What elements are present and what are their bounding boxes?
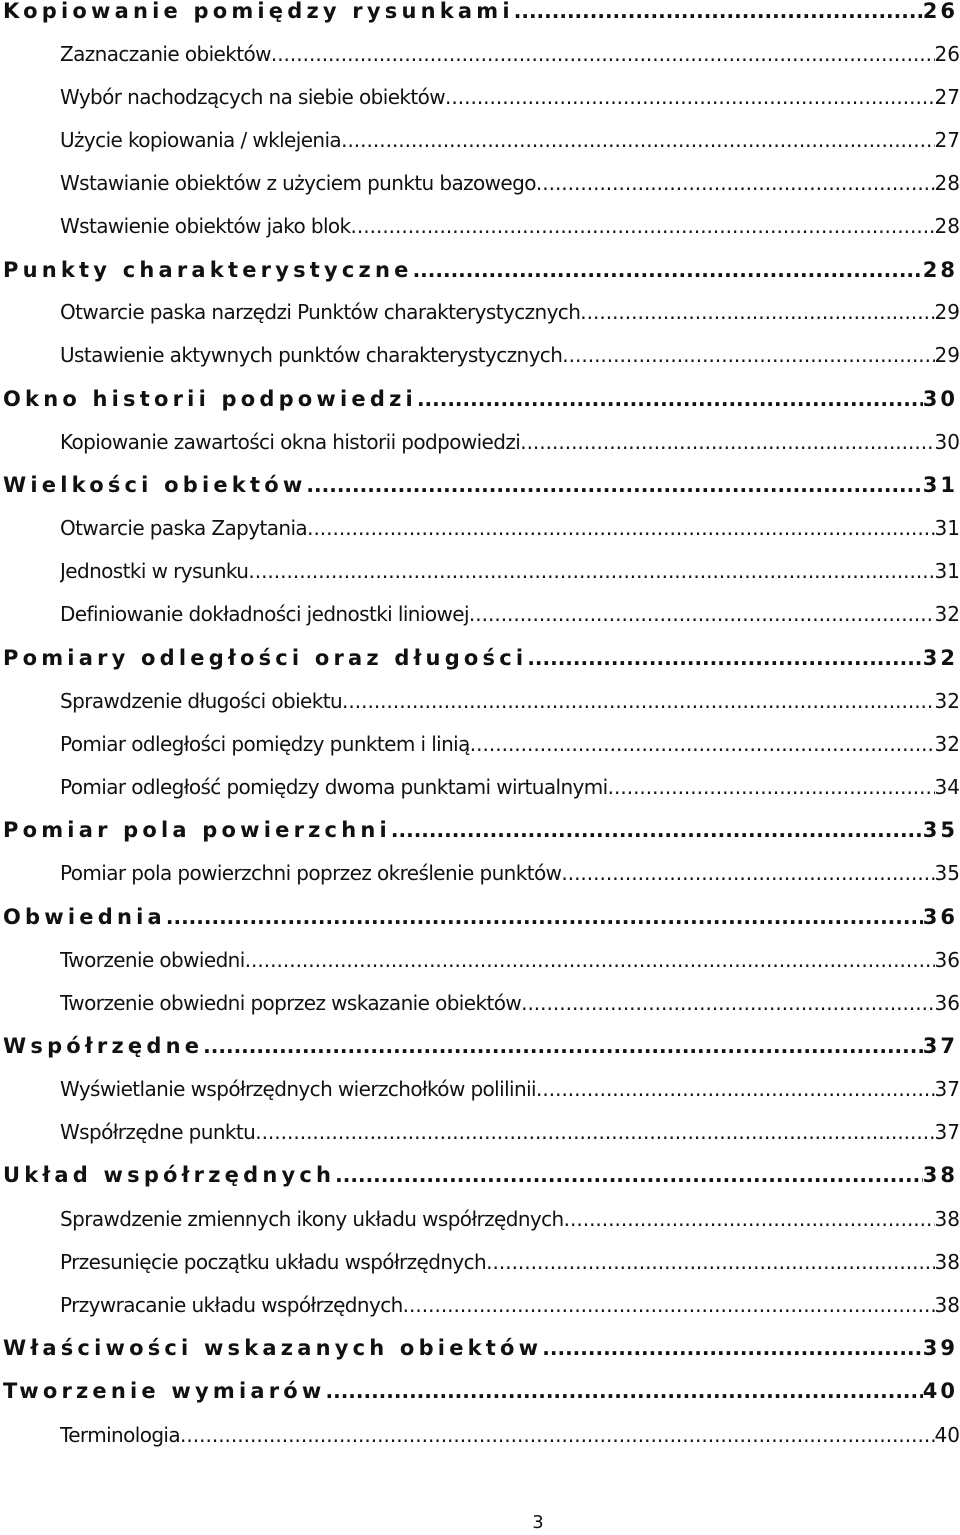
toc-entry-title: Przywracanie układu współrzędnych xyxy=(60,1293,403,1317)
toc-entry-title: Kopiowanie zawartości okna historii podpowiedzi xyxy=(60,430,521,454)
toc-entry-page: 29 xyxy=(934,300,960,324)
dot-leader xyxy=(527,643,922,673)
toc-section-row[interactable] xyxy=(60,729,960,759)
toc-entry-page: 37 xyxy=(934,1077,960,1101)
dot-leader xyxy=(536,1074,935,1104)
toc-entry-title: Tworzenie wymiarów xyxy=(3,1379,326,1403)
toc-chapter-row[interactable] xyxy=(3,0,958,26)
toc-entry-title: Przesunięcie początku układu współrzędnych xyxy=(60,1250,487,1274)
toc-entry-title: Ustawienie aktywnych punktów charakterystycznych xyxy=(60,343,563,367)
toc-entry-page: 36 xyxy=(922,905,958,929)
dot-leader xyxy=(561,858,934,888)
toc-entry-page: 31 xyxy=(934,559,960,583)
toc-entry-title: Wyświetlanie współrzędnych wierzchołków polilinii xyxy=(60,1077,537,1101)
toc-entry-title: Wielkości obiektów xyxy=(3,473,307,497)
toc-entry-page: 37 xyxy=(922,1034,958,1058)
toc-section-row[interactable] xyxy=(60,427,960,457)
toc-section-row[interactable] xyxy=(60,125,960,155)
dot-leader xyxy=(203,1031,923,1061)
toc-chapter-row[interactable] xyxy=(3,815,958,845)
toc-chapter-row[interactable] xyxy=(3,902,958,932)
toc-entry-title: Wybór nachodzących na siebie obiektów xyxy=(60,85,446,109)
toc-entry-page: 38 xyxy=(934,1250,960,1274)
toc-section-row[interactable] xyxy=(60,82,960,112)
toc-entry-page: 32 xyxy=(934,689,960,713)
toc-entry-title: Kopiowanie pomiędzy rysunkami xyxy=(3,0,514,23)
dot-leader xyxy=(341,125,934,155)
dot-leader xyxy=(445,82,935,112)
toc-section-row[interactable] xyxy=(60,556,960,586)
toc-chapter-row[interactable] xyxy=(3,1333,958,1363)
toc-entry-page: 40 xyxy=(934,1423,960,1447)
dot-leader xyxy=(469,599,935,629)
toc-entry-page: 30 xyxy=(934,430,960,454)
page-number xyxy=(0,1512,960,1534)
toc-entry-page: 32 xyxy=(934,732,960,756)
dot-leader xyxy=(580,297,934,327)
toc-entry-title: Pomiar odległość pomiędzy dwoma punktami wirtualnymi xyxy=(60,775,608,799)
toc-entry-page: 32 xyxy=(922,646,958,670)
toc-section-row[interactable] xyxy=(60,297,960,327)
toc-section-row[interactable] xyxy=(60,945,960,975)
dot-leader xyxy=(248,556,934,586)
toc-entry-page: 26 xyxy=(934,42,960,66)
toc-section-row[interactable] xyxy=(60,39,960,69)
toc-section-row[interactable] xyxy=(60,772,960,802)
toc-chapter-row[interactable] xyxy=(3,384,958,414)
toc-entry-title: Jednostki w rysunku xyxy=(60,559,249,583)
toc-entry-page: 39 xyxy=(922,1336,958,1360)
toc-entry-page: 35 xyxy=(934,861,960,885)
toc-section-row[interactable] xyxy=(60,513,960,543)
toc-chapter-row[interactable] xyxy=(3,1376,958,1406)
toc-section-row[interactable] xyxy=(60,340,960,370)
toc-entry-page: 40 xyxy=(922,1379,958,1403)
toc-entry-page: 36 xyxy=(934,948,960,972)
toc-entry-title: Punkty charakterystyczne xyxy=(3,258,413,282)
toc-entry-title: Otwarcie paska Zapytania xyxy=(60,516,308,540)
toc-entry-page: 36 xyxy=(934,991,960,1015)
toc-entry-page: 27 xyxy=(934,85,960,109)
toc-section-row[interactable] xyxy=(60,988,960,1018)
dot-leader xyxy=(417,384,923,414)
toc-chapter-row[interactable] xyxy=(3,643,958,673)
toc-entry-page: 31 xyxy=(934,516,960,540)
toc-entry-title: Współrzędne punktu xyxy=(60,1120,256,1144)
toc-entry-page: 34 xyxy=(934,775,960,799)
dot-leader xyxy=(271,39,935,69)
dot-leader xyxy=(255,1117,934,1147)
dot-leader xyxy=(391,815,923,845)
toc-entry-title: Otwarcie paska narzędzi Punktów charakterystycznych xyxy=(60,300,581,324)
toc-section-row[interactable] xyxy=(60,1247,960,1277)
toc-entry-title: Okno historii podpowiedzi xyxy=(3,387,417,411)
toc-entry-page: 38 xyxy=(934,1293,960,1317)
toc-section-row[interactable] xyxy=(60,599,960,629)
toc-entry-page: 35 xyxy=(922,818,958,842)
dot-leader xyxy=(326,1376,923,1406)
toc-entry-title: Sprawdzenie zmiennych ikony układu współrzędnych xyxy=(60,1207,564,1231)
toc-entry-title: Obwiednia xyxy=(3,905,166,929)
dot-leader xyxy=(245,945,935,975)
dot-leader xyxy=(514,0,923,26)
toc-entry-title: Użycie kopiowania / wklejenia xyxy=(60,128,342,152)
dot-leader xyxy=(342,686,935,716)
dot-leader xyxy=(520,427,934,457)
toc-section-row[interactable] xyxy=(60,1204,960,1234)
toc-section-row[interactable] xyxy=(60,858,960,888)
dot-leader xyxy=(306,470,922,500)
dot-leader xyxy=(542,1333,922,1363)
dot-leader xyxy=(470,729,935,759)
dot-leader xyxy=(486,1247,934,1277)
toc-entry-page: 27 xyxy=(934,128,960,152)
toc-entry-title: Współrzędne xyxy=(3,1034,204,1058)
toc-section-row[interactable] xyxy=(60,1074,960,1104)
toc-entry-page: 28 xyxy=(934,214,960,238)
dot-leader xyxy=(180,1420,935,1450)
toc-section-row[interactable] xyxy=(60,211,960,241)
page-number-text: 3 xyxy=(532,1512,544,1533)
toc-entry-page: 37 xyxy=(934,1120,960,1144)
toc-entry-title: Sprawdzenie długości obiektu xyxy=(60,689,343,713)
dot-leader xyxy=(307,513,934,543)
toc-chapter-row[interactable] xyxy=(3,1160,958,1190)
toc-entry-title: Pomiar pola powierzchni xyxy=(3,818,391,842)
toc-entry-title: Terminologia xyxy=(60,1423,181,1447)
toc-entry-title: Pomiary odległości oraz długości xyxy=(3,646,528,670)
toc-entry-page: 32 xyxy=(934,602,960,626)
dot-leader xyxy=(608,772,935,802)
dot-leader xyxy=(335,1160,923,1190)
toc-entry-page: 30 xyxy=(922,387,958,411)
toc-entry-page: 38 xyxy=(934,1207,960,1231)
toc-entry-page: 38 xyxy=(922,1163,958,1187)
toc-entry-title: Tworzenie obwiedni xyxy=(60,948,245,972)
toc-entry-title: Właściwości wskazanych obiektów xyxy=(3,1336,543,1360)
toc-chapter-row[interactable] xyxy=(3,255,958,285)
toc-section-row[interactable] xyxy=(60,1117,960,1147)
dot-leader xyxy=(166,902,923,932)
dot-leader xyxy=(564,1204,935,1234)
toc-entry-page: 31 xyxy=(922,473,958,497)
dot-leader xyxy=(403,1290,935,1320)
toc-entry-title: Pomiar odległości pomiędzy punktem i linią xyxy=(60,732,470,756)
toc-entry-title: Układ współrzędnych xyxy=(3,1163,336,1187)
toc-section-row[interactable] xyxy=(60,1290,960,1320)
toc-entry-page: 29 xyxy=(934,343,960,367)
toc-entry-page: 28 xyxy=(934,171,960,195)
toc-chapter-row[interactable] xyxy=(3,470,958,500)
toc-entry-page: 26 xyxy=(922,0,958,23)
dot-leader xyxy=(536,168,935,198)
toc-section-row[interactable] xyxy=(60,686,960,716)
toc-entry-title: Wstawienie obiektów jako blok xyxy=(60,214,351,238)
toc-section-row[interactable] xyxy=(60,1420,960,1450)
toc-entry-title: Wstawianie obiektów z użyciem punktu bazowego xyxy=(60,171,536,195)
toc-chapter-row[interactable] xyxy=(3,1031,958,1061)
toc-entry-page: 28 xyxy=(922,258,958,282)
toc-entry-title: Tworzenie obwiedni poprzez wskazanie obiektów xyxy=(60,991,522,1015)
dot-leader xyxy=(413,255,923,285)
toc-entry-title: Definiowanie dokładności jednostki liniowej xyxy=(60,602,469,626)
dot-leader xyxy=(351,211,935,241)
toc-entry-title: Pomiar pola powierzchni poprzez określenie punktów xyxy=(60,861,562,885)
toc-section-row[interactable] xyxy=(60,168,960,198)
dot-leader xyxy=(521,988,934,1018)
dot-leader xyxy=(562,340,934,370)
toc-entry-title: Zaznaczanie obiektów xyxy=(60,42,271,66)
